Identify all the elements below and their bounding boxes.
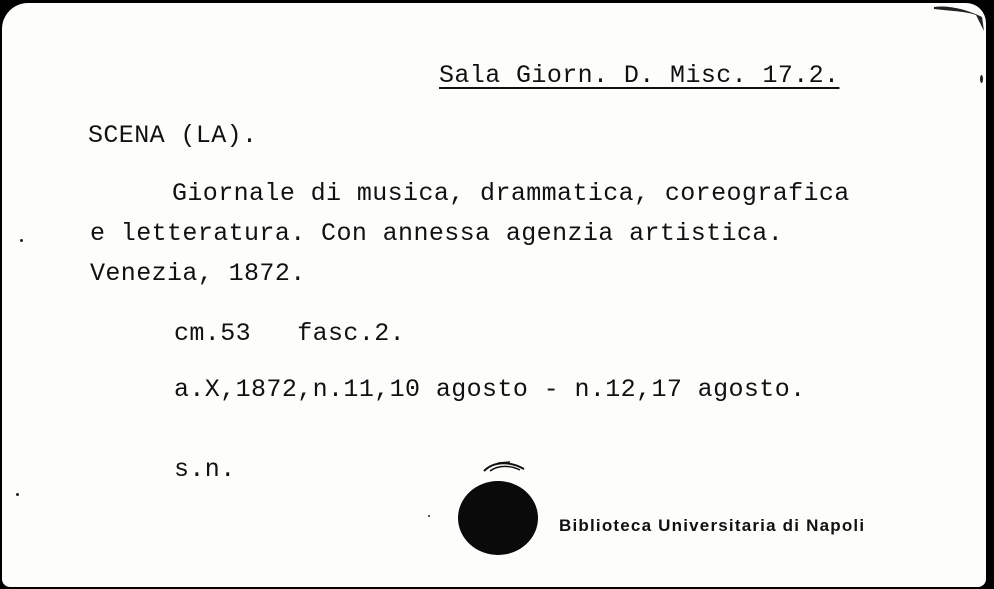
corner-wear-mark (926, 3, 986, 33)
format-line: cm.53 fasc.2. (174, 319, 406, 348)
shelfmark: Sala Giorn. D. Misc. 17.2. (439, 61, 840, 90)
catalog-card (2, 3, 986, 587)
note-line: s.n. (174, 455, 236, 484)
description-line-1: Giornale di musica, drammatica, coreografica (172, 179, 850, 208)
description-line-2: e letteratura. Con annessa agenzia artistica. (90, 219, 784, 248)
library-stamp-disc (458, 481, 538, 555)
library-seal-icon (480, 459, 528, 473)
title-heading: SCENA (LA). (88, 121, 258, 150)
dust-speck (980, 75, 983, 83)
dust-speck (20, 239, 23, 242)
library-stamp-text: Biblioteca Universitaria di Napoli (559, 516, 866, 535)
description-line-3: Venezia, 1872. (90, 259, 306, 288)
holdings-line: a.X,1872,n.11,10 agosto - n.12,17 agosto. (174, 375, 806, 404)
dust-speck (16, 493, 19, 496)
dust-speck (428, 515, 430, 517)
